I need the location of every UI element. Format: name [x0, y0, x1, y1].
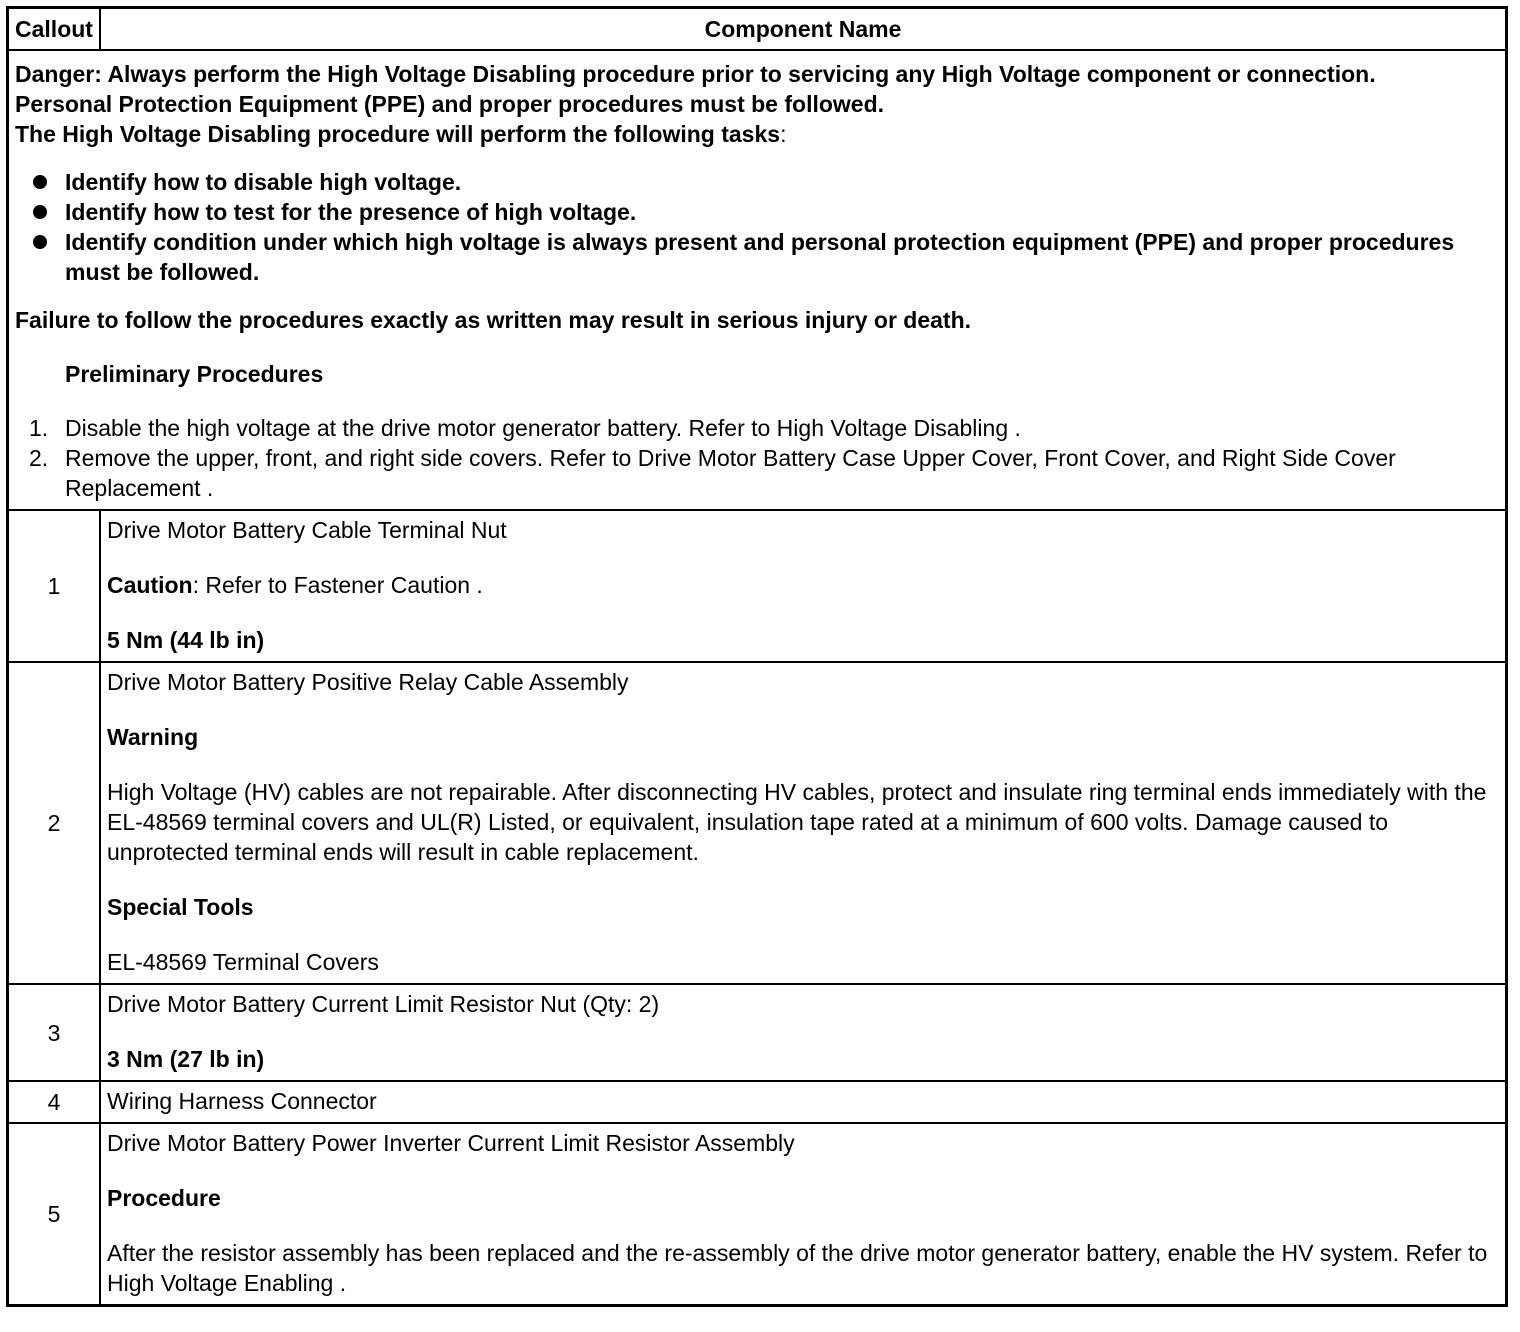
bullet-icon — [33, 205, 47, 219]
component-name: Wiring Harness Connector — [107, 1088, 377, 1114]
bullet-icon — [33, 175, 47, 189]
list-item-text: Identify how to disable high voltage. — [65, 169, 462, 195]
danger-cell — [8, 50, 1507, 510]
torque-spec: 5 Nm (44 lb in) — [107, 627, 265, 653]
list-item-text: Identify how to test for the presence of high voltage. — [65, 199, 637, 225]
danger-line-3 — [15, 119, 1499, 149]
list-item — [15, 167, 1499, 197]
danger-line-3-text: The High Voltage Disabling procedure will perform the following tasks — [15, 121, 781, 147]
component-name: Drive Motor Battery Positive Relay Cable Assembly — [107, 669, 629, 695]
header-callout: Callout — [8, 8, 101, 51]
header-row — [8, 8, 1507, 51]
step-text: Disable the high voltage at the drive motor generator battery. Refer to High Voltage Disabling . — [65, 415, 1021, 441]
preliminary-steps — [15, 413, 1499, 503]
step-number: 2. — [29, 445, 49, 471]
caution-text: : Refer to Fastener Caution . — [192, 572, 483, 598]
component-cell — [100, 662, 1507, 984]
step-item — [15, 443, 1499, 503]
step-item — [15, 413, 1499, 443]
failure-warning: Failure to follow the procedures exactly as written may result in serious injury or death. — [15, 307, 972, 333]
component-cell — [100, 984, 1507, 1081]
torque-spec: 3 Nm (27 lb in) — [107, 1046, 265, 1072]
callout-cell: 4 — [8, 1081, 101, 1123]
table-row — [8, 510, 1507, 662]
table-row — [8, 984, 1507, 1081]
warning-text: High Voltage (HV) cables are not repairable. After disconnecting HV cables, protect and insulate ring terminal ends immediately with the EL-48569 terminal covers and UL(R) Listed, or equivalent, insulation tape rated at a minimum of 600 volts. Damage caused to unprotected terminal ends will result in cable replacement. — [107, 779, 1487, 865]
procedure-text: After the resistor assembly has been replaced and the re-assembly of the drive motor generator battery, enable the HV system. Refer to High Voltage Enabling . — [107, 1240, 1488, 1296]
callout-cell: 5 — [8, 1123, 101, 1306]
component-name: Drive Motor Battery Cable Terminal Nut — [107, 517, 507, 543]
table-row — [8, 1123, 1507, 1306]
caution-line — [107, 570, 1499, 600]
bullet-icon — [33, 235, 47, 249]
danger-row — [8, 50, 1507, 510]
danger-line-3-colon: : — [780, 121, 787, 147]
callout-cell: 2 — [8, 662, 101, 984]
special-tools-title: Special Tools — [107, 894, 254, 920]
step-number: 1. — [29, 415, 49, 441]
component-cell — [100, 1081, 1507, 1123]
component-cell — [100, 510, 1507, 662]
table-row — [8, 1081, 1507, 1123]
component-table — [6, 6, 1508, 1307]
caution-label: Caution — [107, 572, 193, 598]
danger-line-1: Danger: Always perform the High Voltage Disabling procedure prior to servicing any High Voltage component or connection. — [15, 61, 1376, 87]
procedure-title: Procedure — [107, 1185, 221, 1211]
preliminary-title: Preliminary Procedures — [65, 361, 324, 387]
danger-task-list — [15, 167, 1499, 287]
callout-cell: 3 — [8, 984, 101, 1081]
warning-title: Warning — [107, 724, 199, 750]
special-tools-text: EL-48569 Terminal Covers — [107, 949, 379, 975]
list-item-text: Identify condition under which high voltage is always present and personal protection equipment (PPE) and proper procedures must be followed. — [65, 229, 1455, 285]
list-item — [15, 227, 1499, 287]
component-name: Drive Motor Battery Power Inverter Current Limit Resistor Assembly — [107, 1130, 795, 1156]
header-component-name: Component Name — [100, 8, 1507, 51]
component-cell — [100, 1123, 1507, 1306]
callout-cell: 1 — [8, 510, 101, 662]
component-name: Drive Motor Battery Current Limit Resistor Nut (Qty: 2) — [107, 991, 660, 1017]
list-item — [15, 197, 1499, 227]
table-row — [8, 662, 1507, 984]
danger-line-2: Personal Protection Equipment (PPE) and proper procedures must be followed. — [15, 91, 885, 117]
step-text: Remove the upper, front, and right side covers. Refer to Drive Motor Battery Case Upper Cover, Front Cover, and Right Side Cover Replacement . — [65, 445, 1396, 501]
